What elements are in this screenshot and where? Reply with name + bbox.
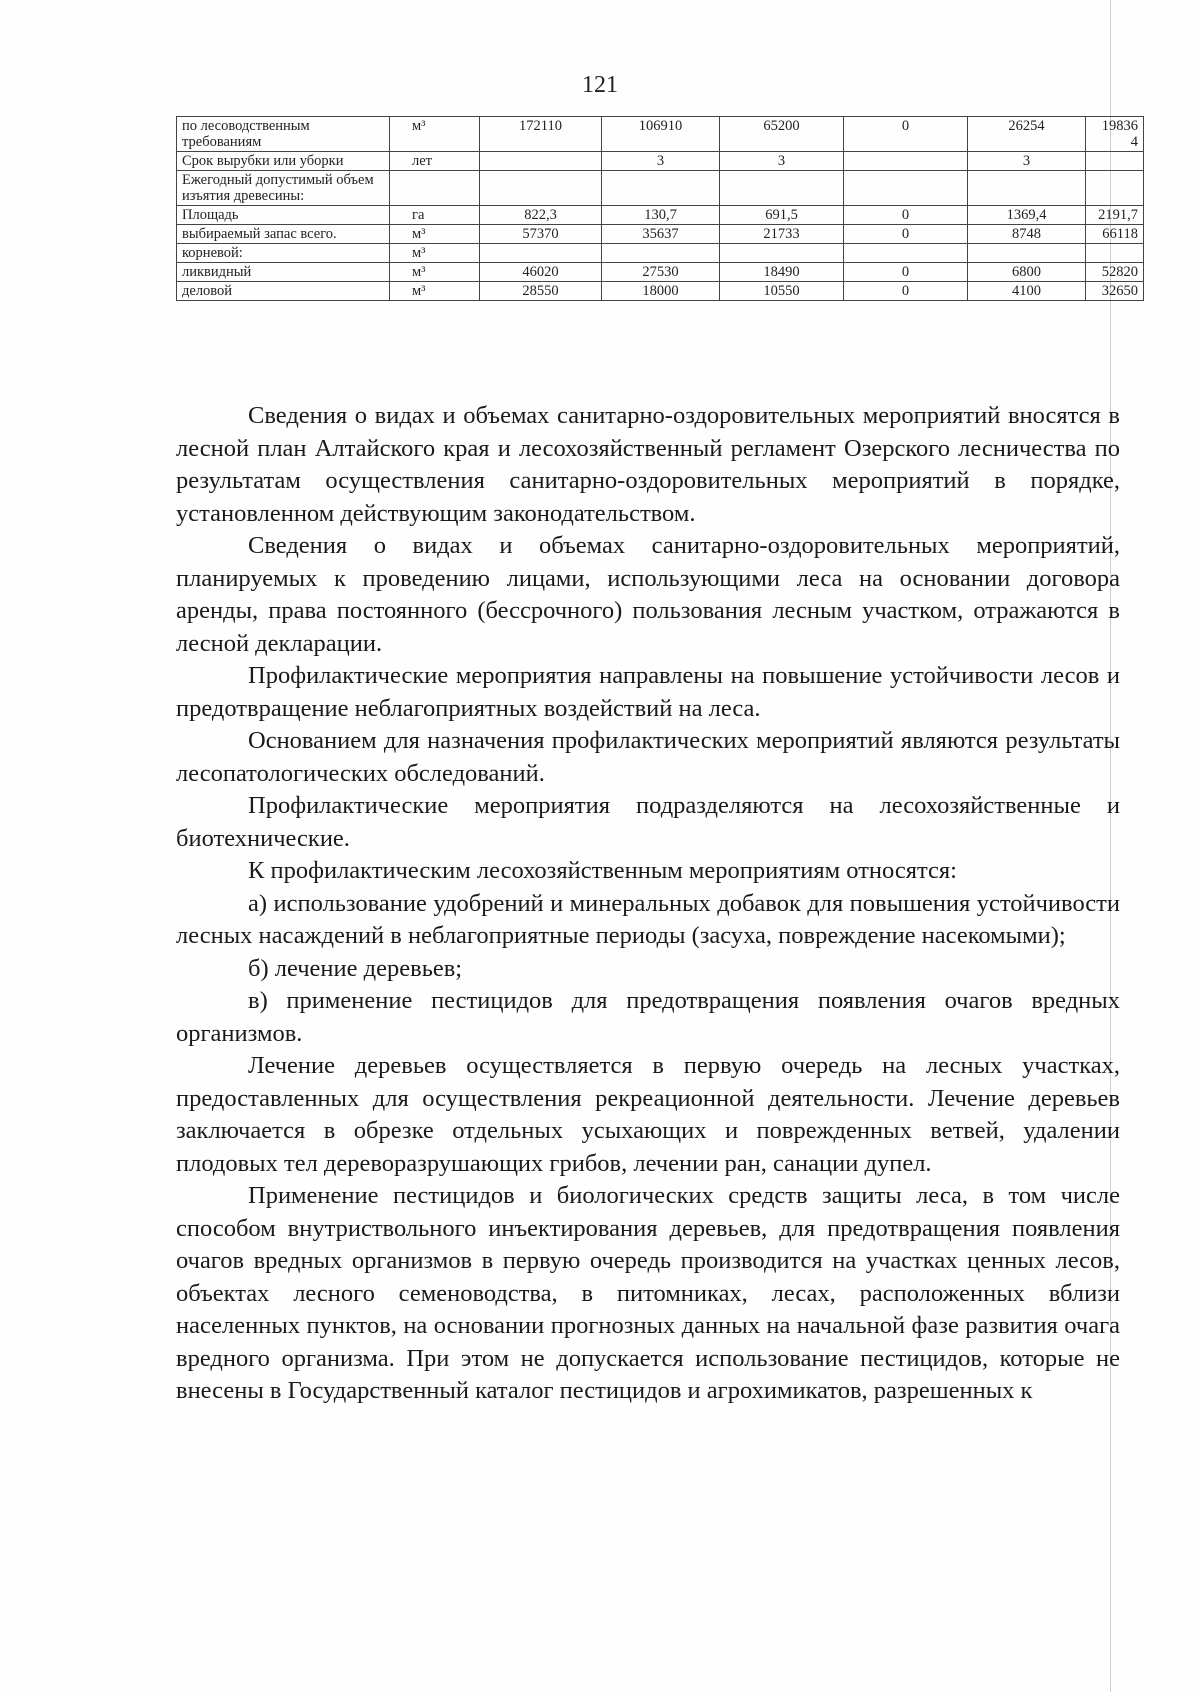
paragraph: Сведения о видах и объемах санитарно-оздоровительных мероприятий, планируемых к проведению лицами, использующими леса на основании договора аренды, права постоянного (бессрочного) пользования лесным участком, отражаются в лесной декларации. [176,532,1120,657]
table-row [177,206,1144,225]
table-cell [844,244,968,263]
table-body [177,117,1144,301]
forest-volume-table [176,116,1144,301]
table-cell: 691,5 [720,206,844,225]
table-cell [480,244,602,263]
row-unit: м³ [390,282,480,301]
table-row [177,225,1144,244]
row-label: выбираемый запас всего. [177,225,390,244]
table-cell [968,244,1086,263]
row-label: по лесоводственным требованиям [177,117,390,152]
paragraph: в) применение пестицидов для предотвращения появления очагов вредных организмов. [176,987,1120,1047]
table-cell: 27530 [602,263,720,282]
table-cell [1086,171,1144,206]
table-cell: 3 [968,152,1086,171]
row-unit: лет [390,152,480,171]
paragraph: б) лечение деревьев; [248,954,463,982]
table-cell: 3 [720,152,844,171]
table-cell: 4100 [968,282,1086,301]
paragraph: Профилактические мероприятия направлены на повышение устойчивости лесов и предотвращение неблагоприятных воздействий на леса. [176,662,1120,722]
table-cell: 28550 [480,282,602,301]
row-label: Срок вырубки или уборки [177,152,390,171]
table-cell: 172110 [480,117,602,152]
table-cell: 32650 [1086,282,1144,301]
paragraph: Применение пестицидов и биологических средств защиты леса, в том числе способом внутриствольного инъектирования деревьев, для предотвращения появления очагов вредных организмов в первую очередь производится на участках ценных лесов, объектах лесного семеноводства, в питомниках, лесах, расположенных вблизи населенных пунктов, на основании прогнозных данных на начальной фазе развития очага вредного организма. При этом не допускается использование пестицидов, которые не внесены в Государственный каталог пестицидов и агрохимикатов, разрешенных к [176,1182,1120,1404]
table-cell [720,171,844,206]
row-label: деловой [177,282,390,301]
table-row [177,171,1144,206]
row-label: корневой: [177,244,390,263]
table-cell: 35637 [602,225,720,244]
row-unit: м³ [390,225,480,244]
table-cell: 65200 [720,117,844,152]
table-cell: 0 [844,282,968,301]
paragraph: а) использование удобрений и минеральных добавок для повышения устойчивости лесных насаждений в неблагоприятные периоды (засуха, повреждение насекомыми); [176,889,1120,949]
row-label: ликвидный [177,263,390,282]
table-cell: 0 [844,206,968,225]
table-row [177,117,1144,152]
table-cell: 66118 [1086,225,1144,244]
paragraph: Основанием для назначения профилактических мероприятий являются результаты лесопатологических обследований. [176,727,1120,787]
table-cell: 19836 4 [1086,117,1144,152]
table-cell [968,171,1086,206]
row-unit: м³ [390,263,480,282]
table-cell: 1369,4 [968,206,1086,225]
table-cell: 822,3 [480,206,602,225]
row-unit: м³ [390,244,480,263]
table-cell [1086,244,1144,263]
table-cell [480,171,602,206]
row-unit [390,171,480,206]
table-cell: 21733 [720,225,844,244]
row-unit: га [390,206,480,225]
paragraph: Профилактические мероприятия подразделяются на лесохозяйственные и биотехнические. [176,792,1120,852]
table-cell: 6800 [968,263,1086,282]
row-label: Площадь [177,206,390,225]
table-cell: 57370 [480,225,602,244]
table-cell: 3 [602,152,720,171]
table-cell [1086,152,1144,171]
body-text [176,400,1120,1408]
table-row [177,282,1144,301]
table-cell: 0 [844,225,968,244]
row-label: Ежегодный допустимый объем изъятия древесины: [177,171,390,206]
table-cell: 8748 [968,225,1086,244]
table-cell: 26254 [968,117,1086,152]
row-unit: м³ [390,117,480,152]
table-cell [720,244,844,263]
table-cell: 10550 [720,282,844,301]
page-number: 121 [582,72,618,98]
table-cell [480,152,602,171]
table-cell: 2191,7 [1086,206,1144,225]
table-cell: 52820 [1086,263,1144,282]
table-cell: 106910 [602,117,720,152]
table-row [177,263,1144,282]
table-cell [602,171,720,206]
table-cell [844,152,968,171]
table-cell: 18490 [720,263,844,282]
table-cell: 18000 [602,282,720,301]
paragraph: К профилактическим лесохозяйственным мероприятиям относятся: [248,857,957,884]
table-row [177,152,1144,171]
table-row [177,244,1144,263]
table-cell: 0 [844,263,968,282]
table-cell: 46020 [480,263,602,282]
table-cell [602,244,720,263]
table-cell: 130,7 [602,206,720,225]
table-cell: 0 [844,117,968,152]
table-cell [844,171,968,206]
paragraph: Сведения о видах и объемах санитарно-оздоровительных мероприятий вносятся в лесной план Алтайского края и лесохозяйственный регламент Озерского лесничества по результатам осуществления санитарно-оздоровительных мероприятий в порядке, установленном действующим законодательством. [176,402,1120,527]
paragraph: Лечение деревьев осуществляется в первую очередь на лесных участках, предоставленных для осуществления рекреационной деятельности. Лечение деревьев заключается в обрезке отдельных усыхающих и поврежденных ветвей, удалении плодовых тел дереворазрушающих грибов, лечении ран, санации дупел. [176,1052,1120,1177]
